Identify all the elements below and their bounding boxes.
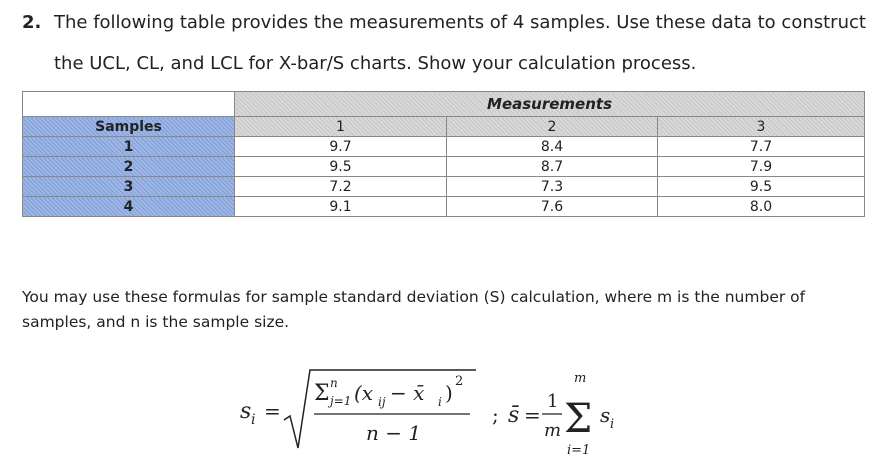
sum-symbol: Σ xyxy=(314,381,330,406)
measurement-cell: 7.7 xyxy=(658,137,865,157)
sbar-equals: = xyxy=(524,403,541,427)
denominator: n − 1 xyxy=(366,421,422,445)
si-lhs-sub: i xyxy=(251,412,256,428)
sum-upper-limit: n xyxy=(330,376,338,390)
term-close: ) xyxy=(445,381,453,405)
sample-id-cell: 1 xyxy=(23,137,235,157)
sbar-lhs: s̄ xyxy=(508,403,520,428)
measurement-cell: 9.1 xyxy=(235,197,447,217)
term-minus-xbar: − x̄ xyxy=(390,381,425,405)
measurement-cell: 8.0 xyxy=(658,197,865,217)
table-row xyxy=(23,197,865,217)
measurement-cell: 7.2 xyxy=(235,177,447,197)
samples-header: Samples xyxy=(23,117,235,137)
term-open: (x xyxy=(354,381,374,405)
formula-separator: ; xyxy=(492,403,499,427)
measurement-cell: 9.5 xyxy=(235,157,447,177)
column-header-1: 1 xyxy=(235,117,447,137)
si-lhs: s xyxy=(240,399,252,424)
measurement-cell: 7.3 xyxy=(447,177,658,197)
sample-id-cell: 4 xyxy=(23,197,235,217)
table-row xyxy=(23,137,865,157)
term-sub: ij xyxy=(378,395,386,409)
exponent: 2 xyxy=(455,374,464,389)
table-group-header-row xyxy=(23,92,865,117)
big-sum-symbol: Σ xyxy=(564,396,593,442)
question-text-line-1: The following table provides the measurements of 4 samples. Use these data to construct xyxy=(54,12,866,33)
table-header-row xyxy=(23,117,865,137)
sum-term-sub: i xyxy=(610,417,615,432)
table-row xyxy=(23,177,865,197)
xbar-sub: i xyxy=(438,395,442,409)
question-text-line-2: the UCL, CL, and LCL for X-bar/S charts. Show your calculation process. xyxy=(54,53,697,74)
question-number: 2. xyxy=(22,12,42,33)
big-sum-lower-limit: i=1 xyxy=(567,443,591,458)
big-sum-upper-limit: m xyxy=(574,371,587,386)
measurement-cell: 8.7 xyxy=(447,157,658,177)
sample-id-cell: 3 xyxy=(23,177,235,197)
sum-term: s xyxy=(600,403,611,427)
std-dev-formulas xyxy=(240,360,670,460)
sample-id-cell: 2 xyxy=(23,157,235,177)
frac-denominator: m xyxy=(544,420,562,441)
measurement-cell: 7.6 xyxy=(447,197,658,217)
sum-lower-limit: j=1 xyxy=(330,394,352,408)
measurement-cell: 9.5 xyxy=(658,177,865,197)
column-header-3: 3 xyxy=(658,117,865,137)
table-corner-cell xyxy=(23,92,235,117)
measurements-table xyxy=(22,91,865,217)
measurement-cell: 8.4 xyxy=(447,137,658,157)
column-header-2: 2 xyxy=(447,117,658,137)
measurement-cell: 7.9 xyxy=(658,157,865,177)
formula-instructions: You may use these formulas for sample standard deviation (S) calculation, where m is the number of samples, and n is the sample size. xyxy=(22,288,806,331)
frac-numerator: 1 xyxy=(547,391,559,412)
si-equals: = xyxy=(264,399,281,423)
table-row xyxy=(23,157,865,177)
measurements-header: Measurements xyxy=(235,92,865,117)
measurement-cell: 9.7 xyxy=(235,137,447,157)
